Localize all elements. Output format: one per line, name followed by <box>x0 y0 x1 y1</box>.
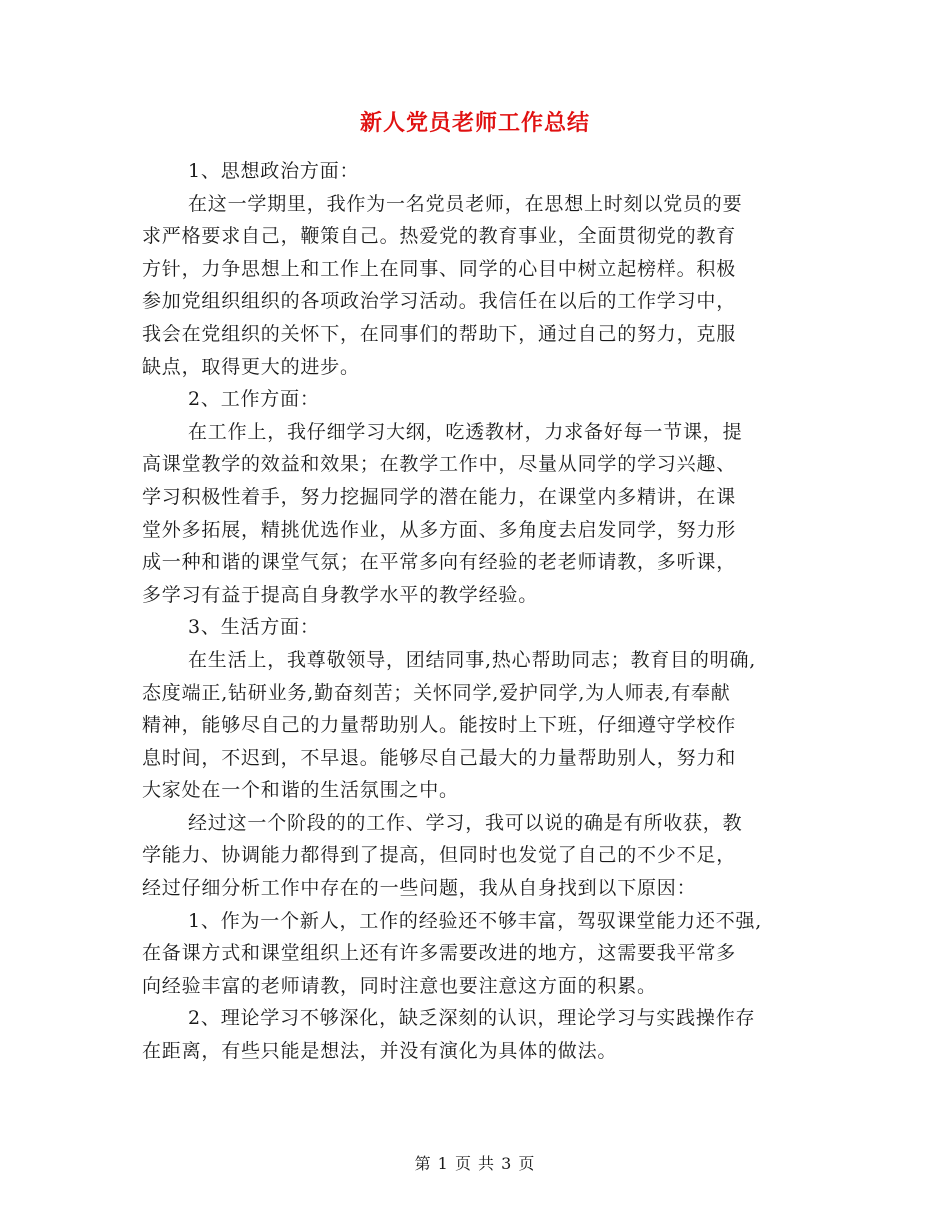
text-line: 态度端正,钻研业务,勤奋刻苦；关怀同学,爱护同学,为人师表,有奉献 <box>142 681 731 704</box>
text-line: 在工作上，我仔细学习大纲，吃透教材，力求备好每一节课，提 <box>188 420 743 443</box>
text-line: 3、生活方面： <box>188 616 320 639</box>
text-line: 精神，能够尽自己的力量帮助别人。能按时上下班，仔细遵守学校作 <box>142 714 737 737</box>
text-line: 1、思想政治方面： <box>188 160 360 182</box>
text-line: 经过仔细分析工作中存在的一些问题，我从自身找到以下原因： <box>142 877 697 900</box>
text-line: 学能力、协调能力都得到了提高，但同时也发觉了自己的不少不足， <box>142 844 737 867</box>
text-line: 多学习有益于提高自身教学水平的教学经验。 <box>142 583 539 606</box>
text-line: 参加党组织组织的各项政治学习活动。我信任在以后的工作学习中， <box>142 290 737 313</box>
text-line: 学习积极性着手，努力挖掘同学的潜在能力，在课堂内多精讲，在课 <box>142 485 737 508</box>
text-line: 在备课方式和课堂组织上还有许多需要改进的地方，这需要我平常多 <box>142 942 737 965</box>
text-line: 向经验丰富的老师请教，同时注意也要注意这方面的积累。 <box>142 974 657 997</box>
text-line: 方针，力争思想上和工作上在同事、同学的心目中树立起榜样。积极 <box>142 257 737 280</box>
text-line: 2、理论学习不够深化，缺乏深刻的认识，理论学习与实践操作存 <box>188 1007 756 1030</box>
text-line: 经过这一个阶段的的工作、学习，我可以说的确是有所收获，教 <box>188 811 743 834</box>
text-line: 缺点，取得更大的进步。 <box>142 355 360 378</box>
document-body <box>142 155 810 1068</box>
page-footer: 第 1 页 共 3 页 <box>414 1154 536 1173</box>
text-line: 2、工作方面： <box>188 388 320 411</box>
text-line: 息时间，不迟到，不早退。能够尽自己最大的力量帮助别人，努力和 <box>142 746 737 769</box>
text-line: 在这一学期里，我作为一名党员老师，在思想上时刻以党员的要 <box>188 192 743 215</box>
text-line: 我会在党组织的关怀下，在同事们的帮助下，通过自己的努力，克服 <box>142 322 737 345</box>
text-line: 1、作为一个新人，工作的经验还不够丰富，驾驭课堂能力还不强, <box>188 909 763 932</box>
text-line: 成一种和谐的课堂气氛；在平常多向有经验的老老师请教，多听课， <box>142 551 737 574</box>
text-line: 在生活上，我尊敬领导，团结同事,热心帮助同志；教育目的明确, <box>188 648 757 671</box>
text-line: 高课堂教学的效益和效果；在教学工作中，尽量从同学的学习兴趣、 <box>142 453 737 476</box>
text-line: 大家处在一个和谐的生活氛围之中。 <box>142 779 459 802</box>
text-line: 求严格要求自己，鞭策自己。热爱党的教育事业，全面贯彻党的教育 <box>142 225 737 248</box>
text-line: 在距离，有些只能是想法，并没有演化为具体的做法。 <box>142 1040 618 1063</box>
document-title: 新人党员老师工作总结 <box>359 110 590 136</box>
text-line: 堂外多拓展，精挑优选作业，从多方面、多角度去启发同学，努力形 <box>142 518 737 541</box>
